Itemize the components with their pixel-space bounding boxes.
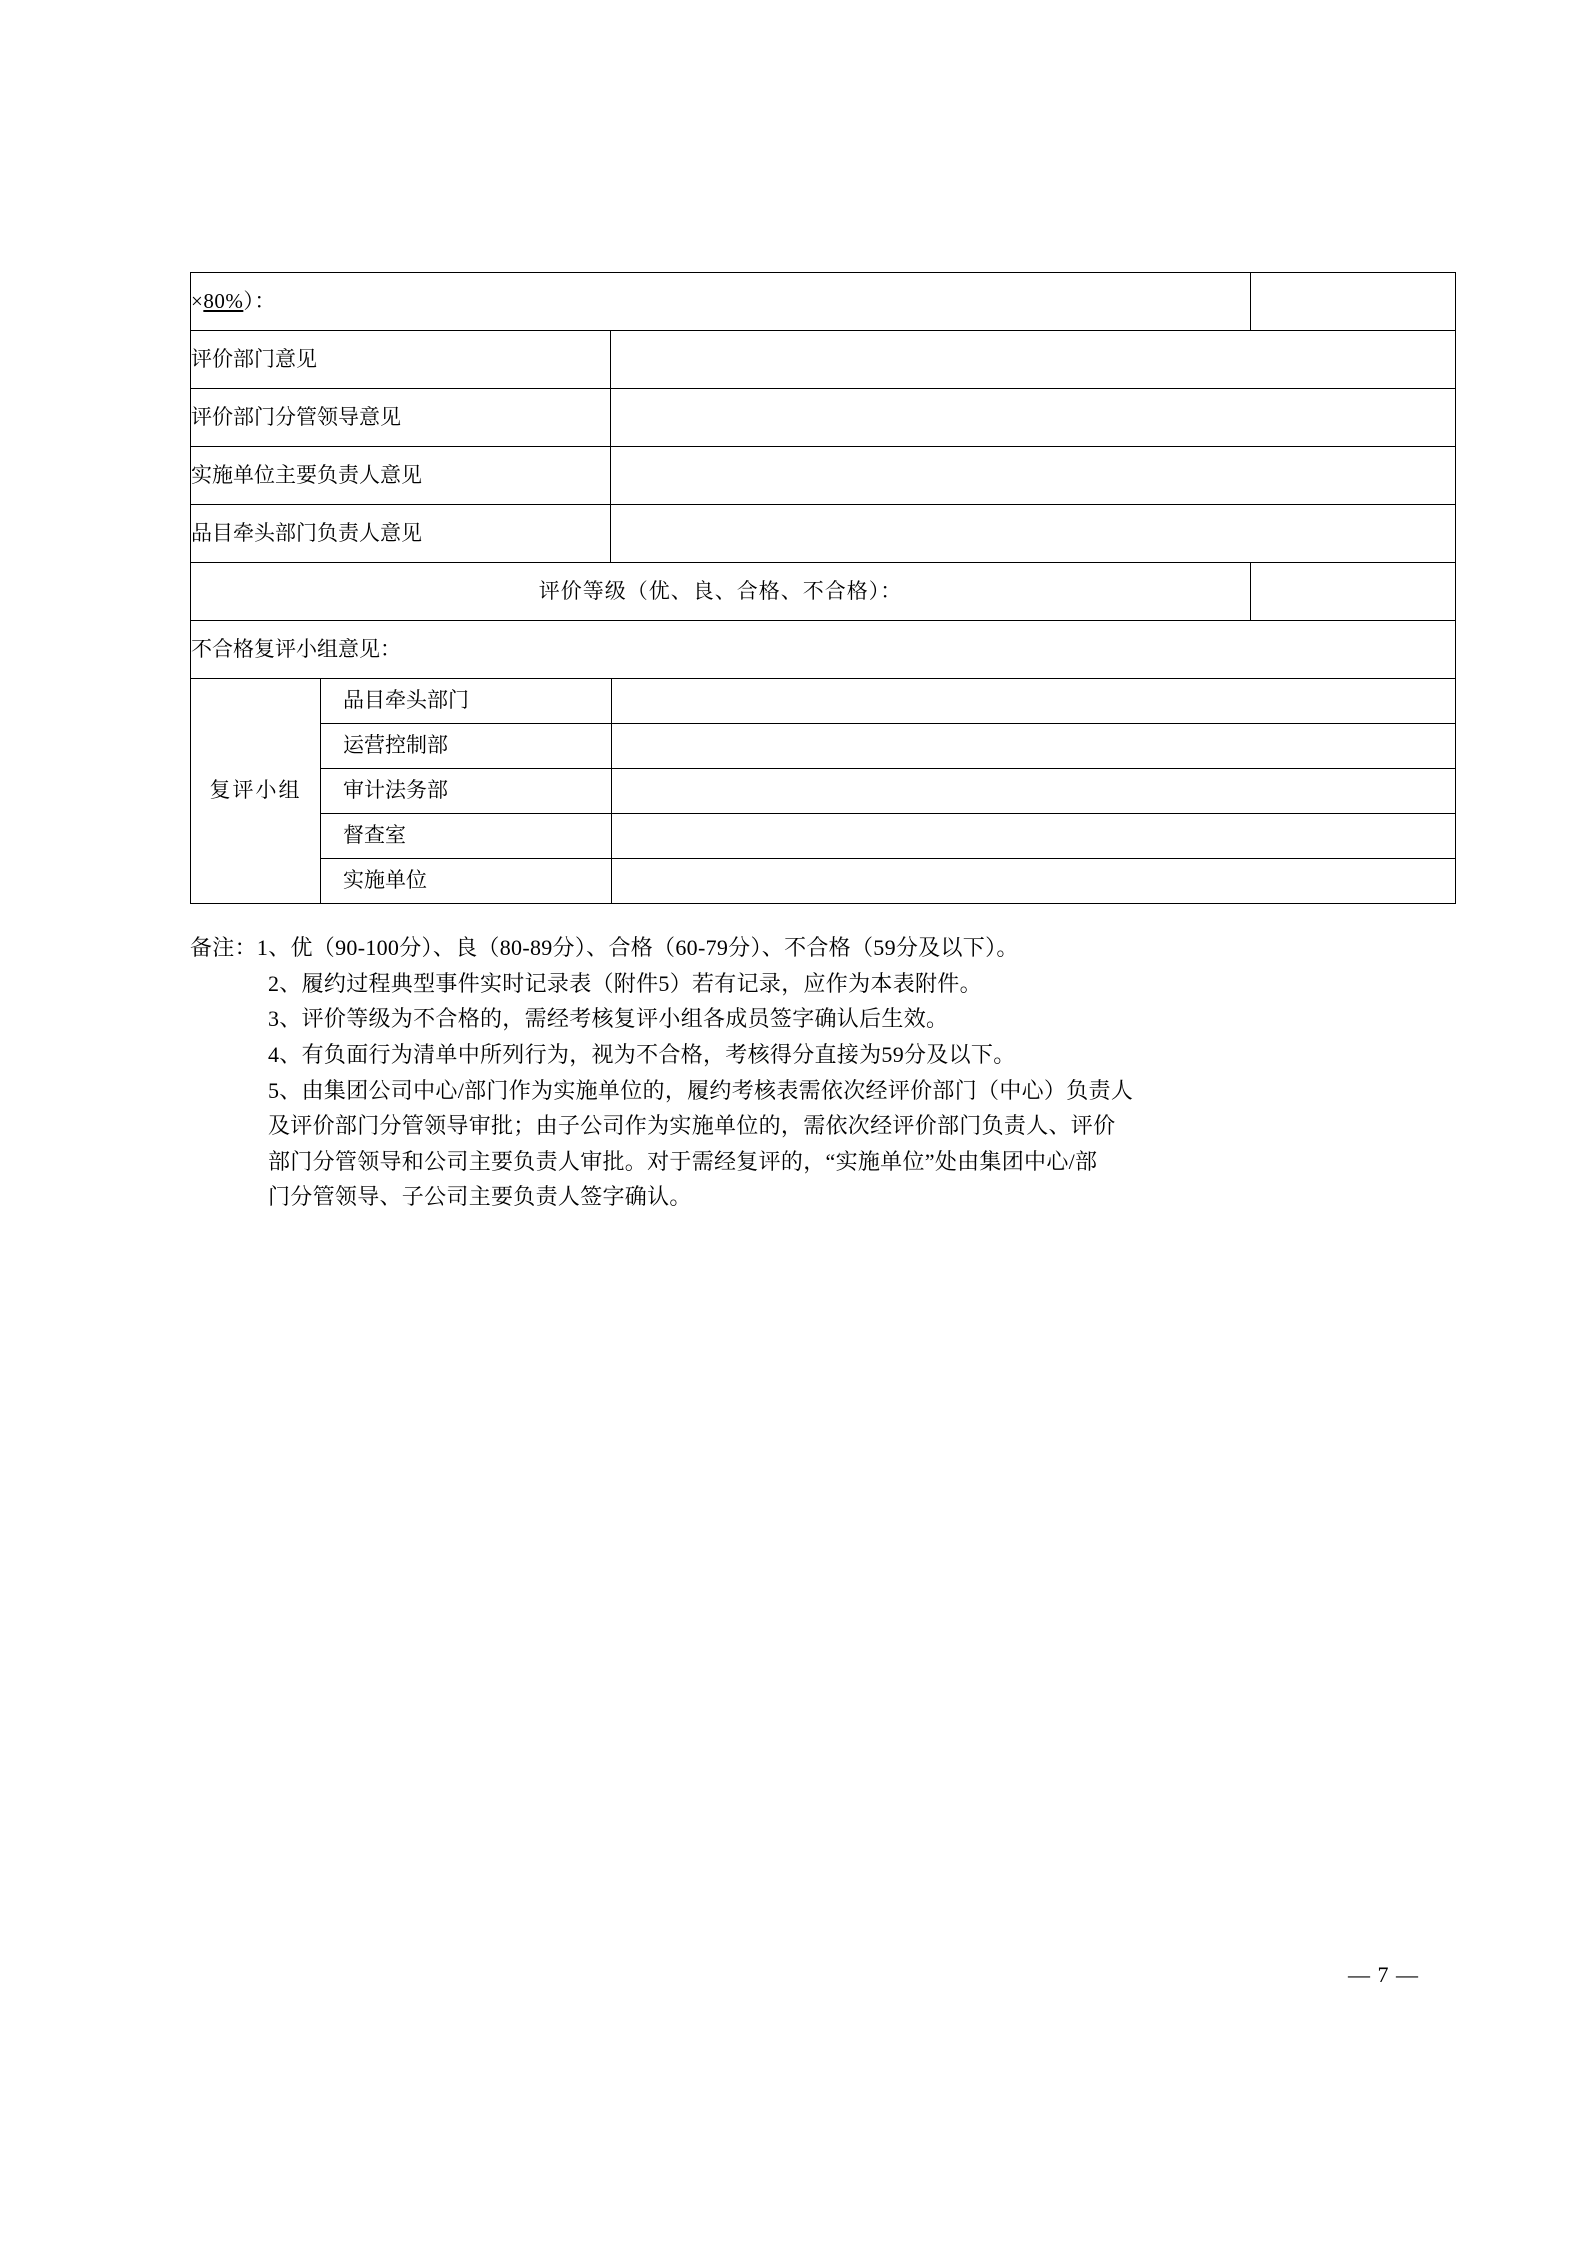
review-group-label: 复评小组: [191, 679, 321, 904]
note-item-5-line-1: 5、由集团公司中心/部门作为实施单位的，履约考核表需依次经评价部门（中心）负责人: [268, 1077, 1134, 1103]
review-member-name-3: 督查室: [321, 814, 611, 859]
review-member-row: [321, 814, 1456, 859]
weight-value-cell[interactable]: [1251, 273, 1456, 331]
grade-value[interactable]: [1251, 563, 1456, 621]
fail-review-label: 不合格复评小组意见：: [191, 621, 1456, 679]
review-member-name-1: 运营控制部: [321, 724, 611, 769]
table-row-opinion: [191, 505, 1456, 563]
review-member-value-3[interactable]: [611, 814, 1456, 859]
page-number: — 7 —: [1348, 1962, 1419, 1987]
table-row-opinion: [191, 331, 1456, 389]
table-row-opinion: [191, 447, 1456, 505]
review-member-name-2: 审计法务部: [321, 769, 611, 814]
weight-prefix: ×: [191, 288, 204, 313]
opinion-value-3[interactable]: [611, 505, 1456, 563]
review-member-value-1[interactable]: [611, 724, 1456, 769]
opinion-value-0[interactable]: [611, 331, 1456, 389]
opinion-label-1: 评价部门分管领导意见: [191, 389, 611, 447]
review-member-row: [321, 769, 1456, 814]
note-item-5-line-4: 门分管领导、子公司主要负责人签字确认。: [268, 1184, 692, 1210]
note-line-2: 2、履约过程典型事件实时记录表（附件5）若有记录，应作为本表附件。: [268, 970, 982, 996]
note-item-1: 1、优（90-100分）、良（80-89分）、合格（60-79分）、不合格（59分及以下）。: [256, 935, 1019, 960]
grade-label: 评价等级（优、良、合格、不合格）：: [191, 563, 1251, 621]
note-line-3: 3、评价等级为不合格的，需经考核复评小组各成员签字确认后生效。: [268, 1006, 949, 1032]
review-member-name-0: 品目牵头部门: [321, 679, 611, 724]
notes-block: [190, 930, 1455, 1215]
review-member-value-0[interactable]: [611, 679, 1456, 724]
table-row-review-group: [191, 679, 1456, 904]
review-group-members-cell: [321, 679, 1456, 904]
table-row-fail-review: [191, 621, 1456, 679]
review-member-row: [321, 859, 1456, 904]
review-group-table: [321, 679, 1456, 903]
note-line-1: [190, 930, 1455, 966]
review-member-value-4[interactable]: [611, 859, 1456, 904]
table-row-weight: [191, 273, 1456, 331]
review-member-row: [321, 679, 1456, 724]
evaluation-form-table: [190, 272, 1456, 904]
review-member-name-4: 实施单位: [321, 859, 611, 904]
opinion-label-0: 评价部门意见: [191, 331, 611, 389]
note-line-4: 4、有负面行为清单中所列行为，视为不合格，考核得分直接为59分及以下。: [268, 1041, 1016, 1067]
weight-underline: 80%: [203, 288, 244, 313]
table-row-grade: [191, 563, 1456, 621]
review-member-row: [321, 724, 1456, 769]
notes-title: 备注：: [190, 935, 257, 960]
note-item-5: [190, 1073, 1455, 1216]
opinion-label-2: 实施单位主要负责人意见: [191, 447, 611, 505]
opinion-value-2[interactable]: [611, 447, 1456, 505]
note-item-5-line-3: 部门分管领导和公司主要负责人审批。对于需经复评的，“实施单位”处由集团中心/部: [268, 1148, 1098, 1174]
opinion-label-3: 品目牵头部门负责人意见: [191, 505, 611, 563]
weight-suffix: ）：: [243, 288, 276, 313]
weight-label-cell: [191, 273, 1251, 331]
review-member-value-2[interactable]: [611, 769, 1456, 814]
opinion-value-1[interactable]: [611, 389, 1456, 447]
note-item-5-line-2: 及评价部门分管领导审批；由子公司作为实施单位的，需依次经评价部门负责人、评价: [268, 1113, 1116, 1139]
document-body: [190, 272, 1455, 1215]
table-row-opinion: [191, 389, 1456, 447]
